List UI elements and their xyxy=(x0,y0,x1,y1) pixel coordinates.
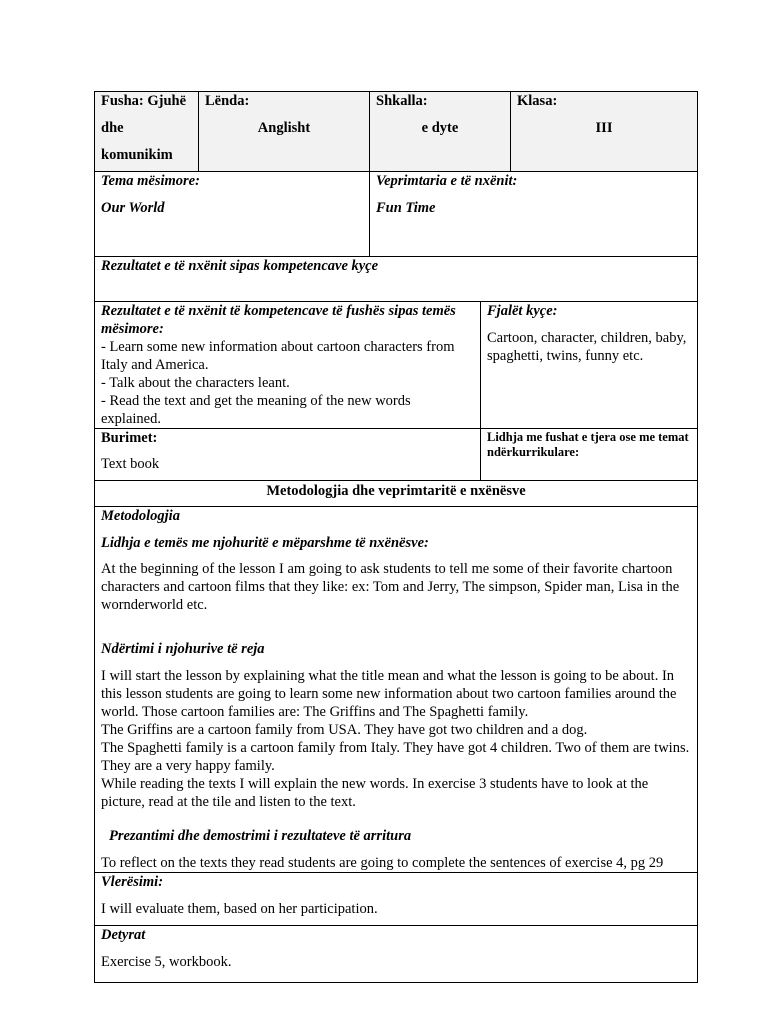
ndertimi-text xyxy=(101,667,691,811)
detyrat-label: Detyrat xyxy=(101,927,146,943)
burimet-cell xyxy=(95,429,481,480)
metodologjia-title-row xyxy=(95,481,697,507)
detyrat-row xyxy=(95,926,697,982)
lenda-label: Lënda: xyxy=(205,93,250,109)
burimet-row xyxy=(95,429,697,481)
fusha-line2: dhe xyxy=(101,120,124,136)
shkalla-cell xyxy=(370,92,511,171)
klasa-value: III xyxy=(595,120,613,136)
metodologjia-title-cell xyxy=(95,481,697,506)
rezultatet-item-1: - Learn some new information about cartoon characters from Italy and America. xyxy=(101,339,455,373)
rezultatet-fushes-label: Rezultatet e të nxënit të kompetencave të fushës sipas temës mësimore: xyxy=(101,303,456,337)
vleresimi-cell xyxy=(95,873,697,925)
rezultatet-kyce-label: Rezultatet e të nxënit sipas kompetencave kyçe xyxy=(101,258,379,274)
fusha-label: Fusha: xyxy=(101,93,144,109)
tema-row xyxy=(95,172,697,257)
ndertimi-paragraph-1: I will start the lesson by explaining what the title mean and what the lesson is going to be about. In this lesson students are going to learn some new information about two cartoon families around the world. Those cartoon families are: The Griffins and The Spaghetti family. xyxy=(101,668,677,720)
prezantimi-text: To reflect on the texts they read students are going to complete the sentences of exercise 4, pg 29 xyxy=(101,855,664,871)
shkalla-value: e dyte xyxy=(421,120,459,136)
rezultatet-kyce-row xyxy=(95,257,697,302)
burimet-label: Burimet: xyxy=(101,430,158,446)
header-row xyxy=(95,92,697,172)
ndertimi-label: Ndërtimi i njohurive të reja xyxy=(101,641,265,657)
fusha-line1: Gjuhë xyxy=(147,93,187,109)
veprimtaria-label: Veprimtaria e të nxënit: xyxy=(376,173,518,189)
lesson-plan-table xyxy=(94,91,698,983)
fjalet-kyce-cell xyxy=(481,302,697,428)
lenda-value: Anglisht xyxy=(257,120,311,136)
metodologjia-label: Metodologjia xyxy=(101,508,180,524)
lidhja-njohurite-text: At the beginning of the lesson I am going to ask students to tell me some of their favorite chartoon characters and cartoon films that they like: ex: Tom and Jerry, The simpson, Spider man, Lisa in the wornderworld etc. xyxy=(101,561,680,613)
fusha-cell xyxy=(95,92,199,171)
klasa-label: Klasa: xyxy=(517,93,558,109)
vleresimi-row xyxy=(95,873,697,926)
rezultatet-item-3: - Read the text and get the meaning of the new words explained. xyxy=(101,393,411,427)
rezultatet-fushes-cell xyxy=(95,302,481,428)
metodologjia-title: Metodologjia dhe veprimtaritë e nxënësve xyxy=(266,483,526,499)
lidhja-label: Lidhja me fushat e tjera ose me temat ndërkurrikulare: xyxy=(487,430,689,459)
shkalla-label: Shkalla: xyxy=(376,93,428,109)
veprimtaria-cell xyxy=(370,172,697,256)
rezultatet-fushes-row xyxy=(95,302,697,429)
burimet-value: Text book xyxy=(101,456,160,472)
lidhja-njohurite-label: Lidhja e temës me njohuritë e mëparshme të nxënësve: xyxy=(101,535,429,551)
metodologjia-cell xyxy=(95,507,697,872)
ndertimi-paragraph-3: The Spaghetti family is a cartoon family from Italy. They have got 4 children. Two of them are twins. They are a very happy family. xyxy=(101,740,690,774)
vleresimi-label: Vlerësimi: xyxy=(101,874,164,890)
detyrat-cell xyxy=(95,926,697,982)
tema-label: Tema mësimore: xyxy=(101,173,200,189)
ndertimi-paragraph-4: While reading the texts I will explain the new words. In exercise 3 students have to look at the picture, read at the tile and listen to the text. xyxy=(101,776,649,810)
veprimtaria-value: Fun Time xyxy=(376,200,436,216)
prezantimi-label: Prezantimi dhe demostrimi i rezultateve të arritura xyxy=(109,828,412,844)
fjalet-kyce-label: Fjalët kyçe: xyxy=(487,303,558,319)
tema-value: Our World xyxy=(101,200,165,216)
rezultatet-item-2: - Talk about the characters leant. xyxy=(101,375,290,391)
klasa-cell xyxy=(511,92,697,171)
tema-cell xyxy=(95,172,370,256)
lidhja-cell xyxy=(481,429,697,480)
rezultatet-kyce-cell xyxy=(95,257,697,301)
fusha-line3: komunikim xyxy=(101,147,173,163)
metodologjia-row xyxy=(95,507,697,873)
vleresimi-value: I will evaluate them, based on her participation. xyxy=(101,901,378,917)
ndertimi-paragraph-2: The Griffins are a cartoon family from USA. They have got two children and a dog. xyxy=(101,722,588,738)
detyrat-value: Exercise 5, workbook. xyxy=(101,954,232,970)
lenda-cell xyxy=(199,92,370,171)
fjalet-kyce-value: Cartoon, character, children, baby, spaghetti, twins, funny etc. xyxy=(487,330,687,364)
